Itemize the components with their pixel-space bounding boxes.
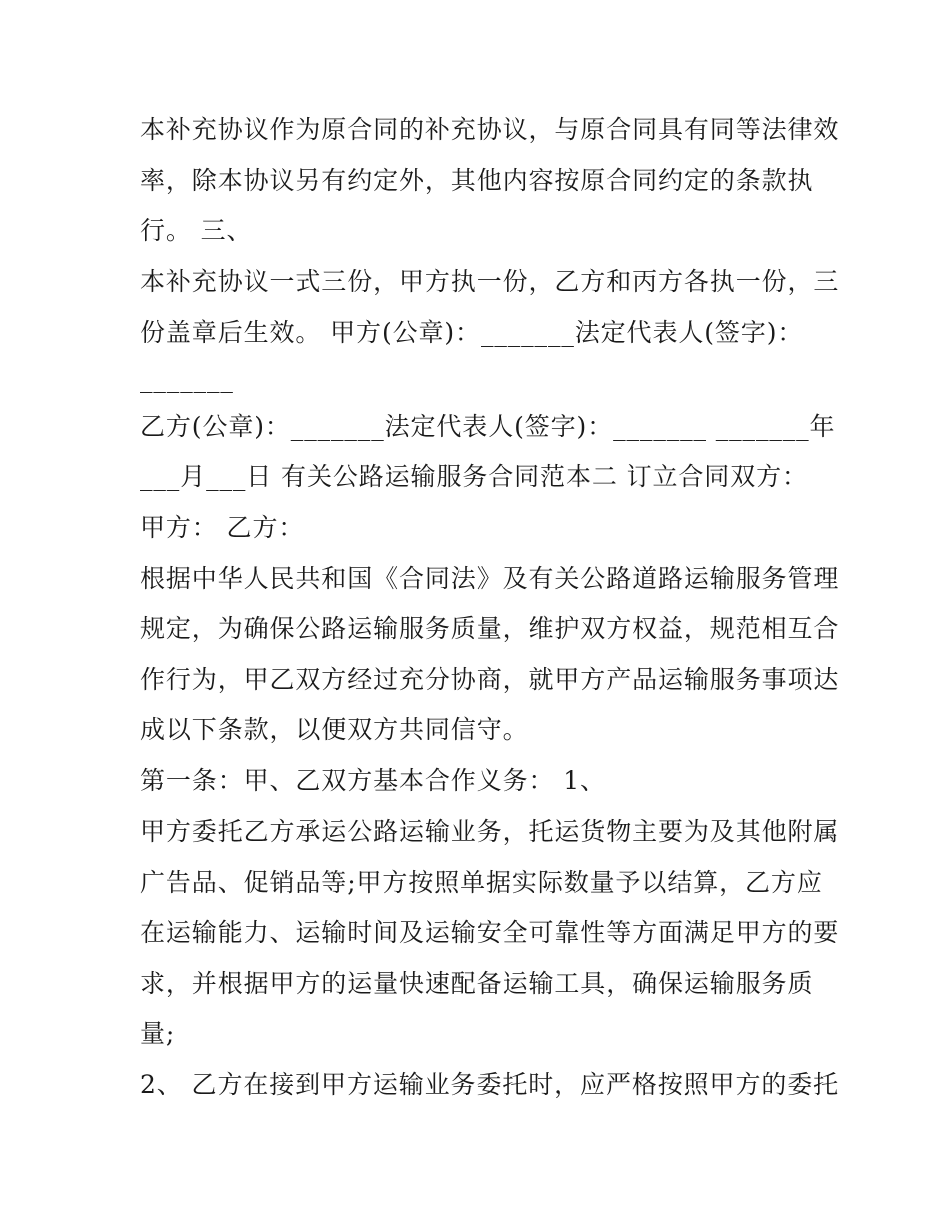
text-line-20: 2、 乙方在接到甲方运输业务委托时，应严格按照甲方的委托 xyxy=(140,1070,840,1099)
text-line-16: 广告品、促销品等;甲方按照单据实际数量予以结算，乙方应 xyxy=(140,868,823,897)
text-line-14: 第一条：甲、乙双方基本合作义务： 1、 xyxy=(140,766,606,795)
text-line-19: 量; xyxy=(140,1019,176,1048)
text-line-6: _______ xyxy=(140,364,234,393)
text-line-12: 作行为，甲乙双方经过充分协商，就甲方产品运输服务事项达 xyxy=(140,665,840,694)
text-line-1: 本补充协议作为原合同的补充协议，与原合同具有同等法律效 xyxy=(140,115,840,144)
text-line-8: ___月___日 有关公路运输服务合同范本二 订立合同双方： xyxy=(140,462,808,491)
text-line-17: 在运输能力、运输时间及运输安全可靠性等方面满足甲方的要 xyxy=(140,918,840,947)
text-line-18: 求，并根据甲方的运量快速配备运输工具，确保运输服务质 xyxy=(140,969,814,998)
text-line-3: 行。 三、 xyxy=(140,216,253,245)
text-line-13: 成以下条款，以便双方共同信守。 xyxy=(140,715,529,744)
text-line-9: 甲方： 乙方： xyxy=(140,513,305,542)
text-line-15: 甲方委托乙方承运公路运输业务，托运货物主要为及其他附属 xyxy=(140,817,840,846)
text-line-5: 份盖章后生效。 甲方(公章)：_______法定代表人(签字)： xyxy=(140,318,804,347)
text-line-4: 本补充协议一式三份，甲方执一份，乙方和丙方各执一份，三 xyxy=(140,267,840,296)
text-line-10: 根据中华人民共和国《合同法》及有关公路道路运输服务管理 xyxy=(140,564,840,593)
text-line-2: 率，除本协议另有约定外，其他内容按原合同约定的条款执 xyxy=(140,166,814,195)
text-line-7: 乙方(公章)：_______法定代表人(签字)：_______ _______年 xyxy=(140,412,836,441)
text-line-11: 规定，为确保公路运输服务质量，维护双方权益，规范相互合 xyxy=(140,614,840,643)
